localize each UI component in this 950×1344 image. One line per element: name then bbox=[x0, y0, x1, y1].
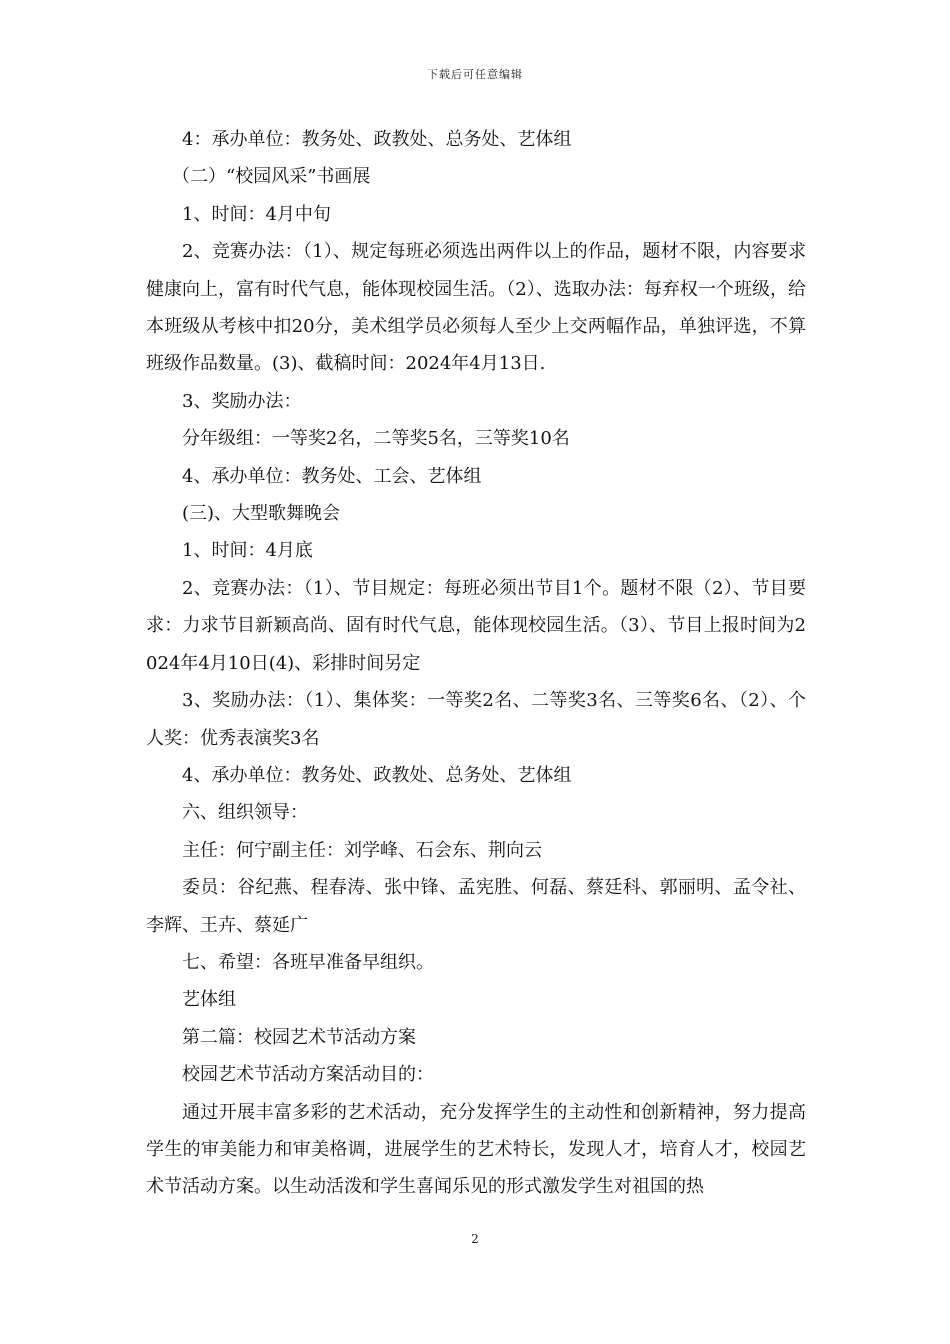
paragraph-grade-groups: 分年级组：一等奖2名，二等奖5名，三等奖10名 bbox=[182, 428, 570, 450]
document-body bbox=[146, 121, 806, 1206]
paragraph-undertaking-unit-1: 4：承办单位：教务处、政教处、总务处、艺体组 bbox=[182, 129, 572, 150]
page-number: 2 bbox=[471, 1232, 479, 1246]
paragraph-activity-purpose: 校园艺术节活动方案活动目的： bbox=[182, 1064, 434, 1086]
heading-organization-leadership: 六、组织领导： bbox=[182, 802, 308, 824]
paragraph-competition-method-1: 2、竞赛办法：（1）、规定每班必须选出两件以上的作品，题材不限，内容要求健康向上，富有时代气息，能体现校园生活。（2）、选取办法：每弃权一个班级，给本班级从考核中扣20分，美术组学员必须每人至少上交两幅作品，单独评选，不算班级作品数量。(3)、截稿时间：2024年4月13日. bbox=[146, 241, 806, 375]
paragraph-time-end-april: 1、时间：4月底 bbox=[182, 540, 313, 562]
paragraph-signature-group: 艺体组 bbox=[182, 989, 236, 1011]
paragraph-undertaking-unit-2: 4、承办单位：教务处、工会、艺体组 bbox=[182, 465, 482, 487]
paragraph-hope: 七、希望：各班早准备早组织。 bbox=[182, 951, 434, 973]
paragraph-time-mid-april: 1、时间：4月中旬 bbox=[182, 203, 331, 225]
paragraph-purpose-body: 通过开展丰富多彩的艺术活动，充分发挥学生的主动性和创新精神，努力提高学生的审美能力和审美格调，进展学生的艺术特长，发现人才，培育人才，校园艺术节活动方案。以生动活泼和学生喜闻乐见的形式激发学生对祖国的热 bbox=[146, 1101, 806, 1198]
paragraph-award-method-1: 3、奖励办法： bbox=[182, 390, 302, 412]
paragraph-director: 主任：何宁副主任：刘学峰、石会东、荆向云 bbox=[182, 839, 542, 861]
paragraph-committee-members: 委员：谷纪燕、程春涛、张中锋、孟宪胜、何磊、蔡廷科、郭丽明、孟令社、李辉、王卉、蔡延广 bbox=[146, 877, 806, 936]
paragraph-competition-method-2: 2、竞赛办法：（1）、节目规定：每班必须出节目1个。题材不限（2）、节目要求：力求节目新颖高尚、固有时代气息，能体现校园生活。（3）、节目上报时间为2024年4月10日(4)、彩排时间另定 bbox=[146, 577, 806, 674]
heading-part-two: 第二篇：校园艺术节活动方案 bbox=[182, 1026, 416, 1048]
paragraph-award-method-2: 3、奖励办法：（1）、集体奖：一等奖2名、二等奖3名、三等奖6名、（2）、个人奖：优秀表演奖3名 bbox=[146, 690, 806, 749]
heading-song-dance-gala: (三)、大型歌舞晚会 bbox=[182, 503, 341, 525]
heading-calligraphy-exhibition: （二）“校园风采”书画展 bbox=[172, 166, 371, 188]
page-header: 下载后可任意编辑 bbox=[427, 68, 523, 81]
paragraph-undertaking-unit-3: 4、承办单位：教务处、政教处、总务处、艺体组 bbox=[182, 764, 572, 786]
